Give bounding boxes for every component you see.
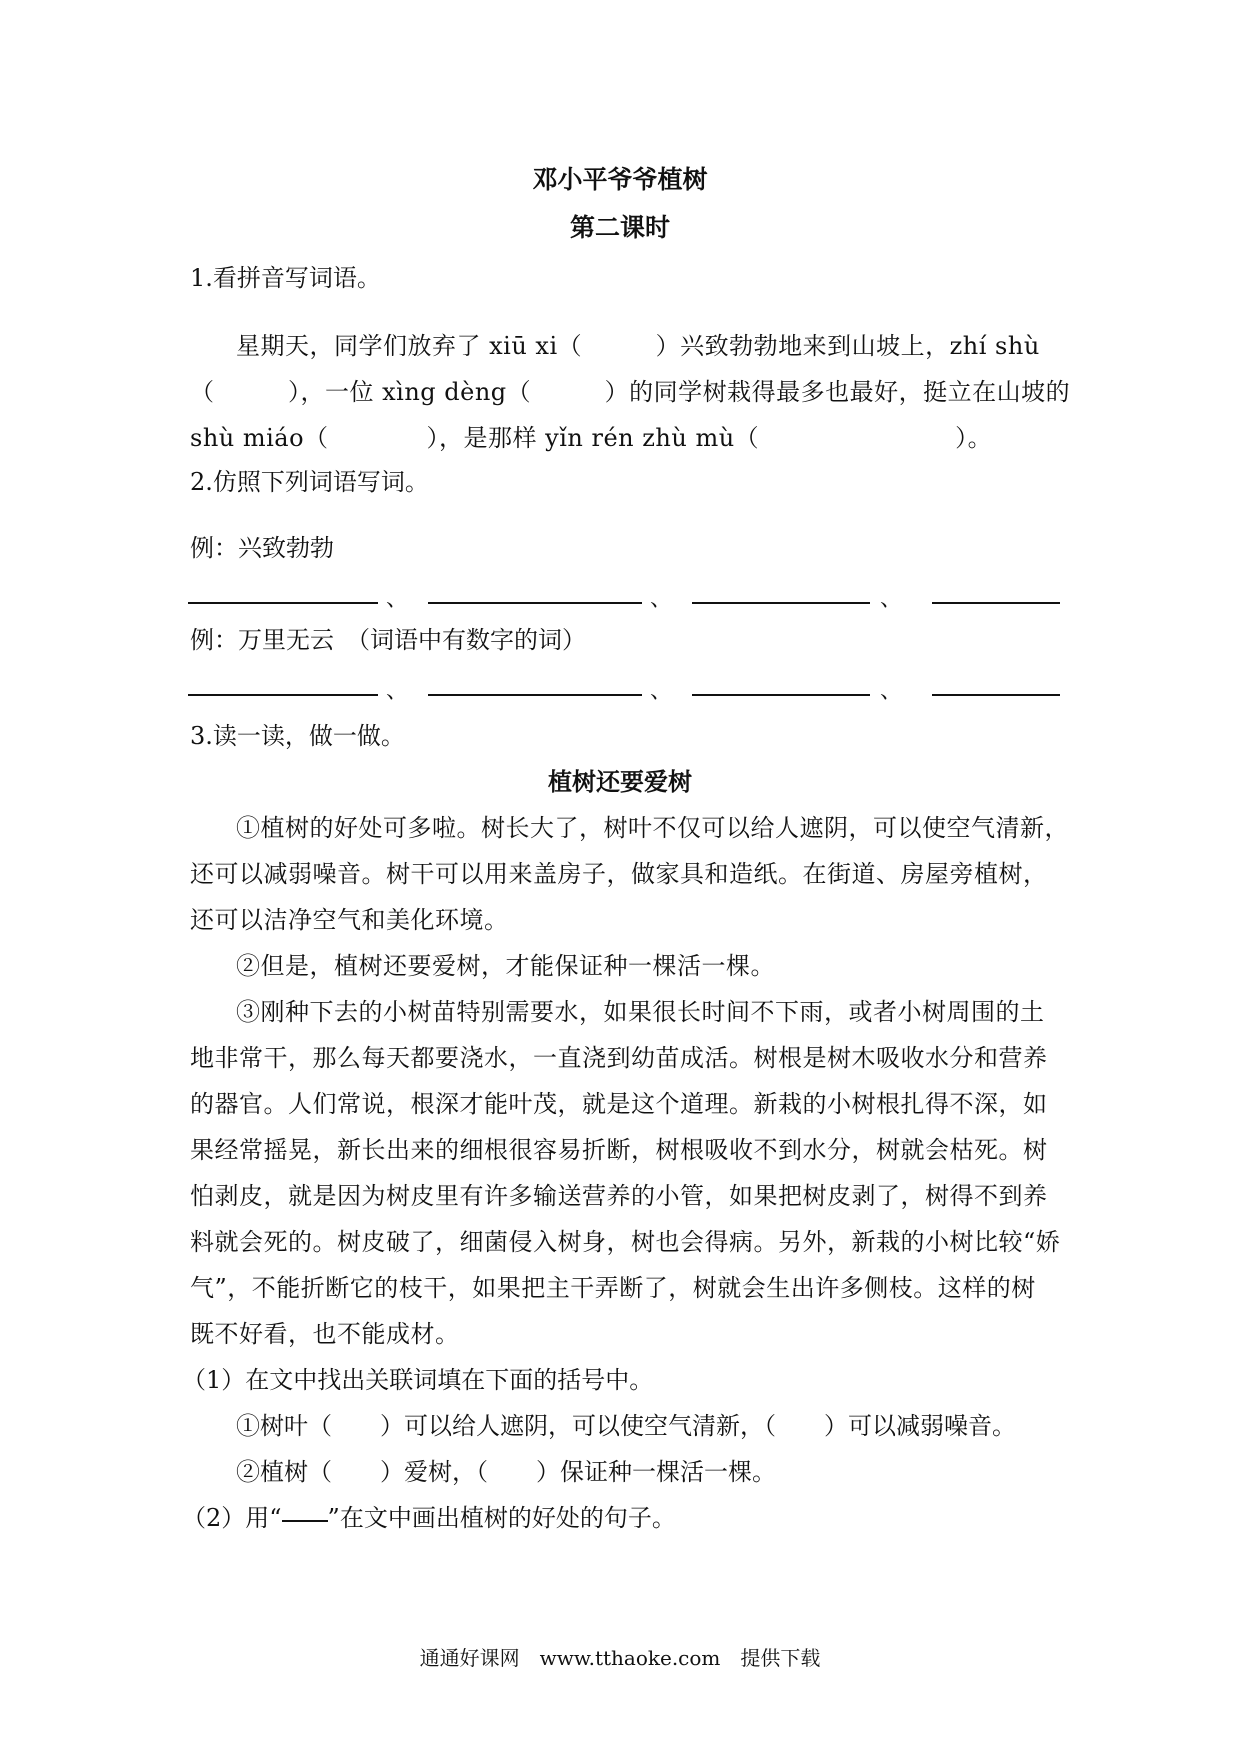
separator-mark: 、 bbox=[880, 587, 903, 612]
answer-blank[interactable] bbox=[428, 602, 642, 604]
passage-line: 料就会死的。树皮破了，细菌侵入树身，树也会得病。另外，新栽的小树比较“娇 bbox=[190, 1228, 1061, 1256]
answer-blank[interactable] bbox=[188, 602, 378, 604]
passage-line: 既不好看，也不能成材。 bbox=[190, 1320, 460, 1348]
answer-blank[interactable] bbox=[932, 602, 1060, 604]
sub-question-2-prefix: （2）用“ bbox=[182, 1504, 282, 1532]
separator-mark: 、 bbox=[386, 587, 409, 612]
sub-question-1-heading: （1）在文中找出关联词填在下面的括号中。 bbox=[182, 1366, 654, 1394]
answer-blank[interactable] bbox=[188, 694, 378, 696]
q1-line-1: 星期天，同学们放弃了 xiū xi（ ）兴致勃勃地来到山坡上，zhí shù bbox=[236, 332, 1040, 360]
q2-example-2: 例：万里无云 （词语中有数字的词） bbox=[190, 626, 586, 654]
separator-mark: 、 bbox=[650, 679, 673, 704]
passage-line: 还可以减弱噪音。树干可以用来盖房子，做家具和造纸。在街道、房屋旁植树， bbox=[190, 860, 1048, 888]
question-3-heading: 3.读一读，做一做。 bbox=[190, 722, 405, 750]
answer-blank[interactable] bbox=[932, 694, 1060, 696]
page-title: 邓小平爷爷植树 bbox=[532, 165, 708, 194]
underline-sample bbox=[282, 1502, 328, 1522]
passage-title: 植树还要爱树 bbox=[548, 767, 692, 796]
passage-line: 果经常摇晃，新长出来的细根很容易折断，树根吸收不到水分，树就会枯死。树 bbox=[190, 1136, 1048, 1164]
passage-line: 地非常干，那么每天都要浇水，一直浇到幼苗成活。树根是树木吸收水分和营养 bbox=[190, 1044, 1048, 1072]
passage-line: ②但是，植树还要爱树，才能保证种一棵活一棵。 bbox=[236, 952, 775, 980]
q1-line-2: （ ），一位 xìng dèng（ ）的同学树栽得最多也最好，挺立在山坡的 bbox=[190, 378, 1071, 406]
passage-line: 怕剥皮，就是因为树皮里有许多输送营养的小管，如果把树皮剥了，树得不到养 bbox=[190, 1182, 1048, 1210]
answer-blank[interactable] bbox=[692, 694, 870, 696]
question-2-heading: 2.仿照下列词语写词。 bbox=[190, 468, 429, 496]
q2-example-1: 例：兴致勃勃 bbox=[190, 534, 334, 562]
separator-mark: 、 bbox=[386, 679, 409, 704]
separator-mark: 、 bbox=[880, 679, 903, 704]
passage-line: 还可以洁净空气和美化环境。 bbox=[190, 906, 509, 934]
answer-blank[interactable] bbox=[692, 602, 870, 604]
question-1-heading: 1.看拼音写词语。 bbox=[190, 264, 381, 292]
sub-question-2-suffix: ”在文中画出植树的好处的句子。 bbox=[327, 1504, 676, 1532]
answer-blank[interactable] bbox=[428, 694, 642, 696]
sub-question-1-item-2: ②植树（ ）爱树，（ ）保证种一棵活一棵。 bbox=[236, 1458, 776, 1486]
footer-credit: 通通好课网 www.tthaoke.com 提供下载 bbox=[419, 1646, 821, 1670]
sub-question-1-item-1: ①树叶（ ）可以给人遮阴，可以使空气清新，（ ）可以减弱噪音。 bbox=[236, 1412, 1016, 1440]
q1-line-3: shù miáo（ ），是那样 yǐn rén zhù mù（ ）。 bbox=[190, 424, 993, 452]
passage-line: 气”，不能折断它的枝干，如果把主干弄断了，树就会生出许多侧枝。这样的树 bbox=[190, 1274, 1036, 1302]
passage-line: ①植树的好处可多啦。树长大了，树叶不仅可以给人遮阴，可以使空气清新， bbox=[236, 814, 1069, 842]
passage-line: 的器官。人们常说，根深才能叶茂，就是这个道理。新栽的小树根扎得不深，如 bbox=[190, 1090, 1048, 1118]
page-subtitle: 第二课时 bbox=[569, 213, 670, 242]
passage-line: ③刚种下去的小树苗特别需要水，如果很长时间不下雨，或者小树周围的土 bbox=[236, 998, 1045, 1026]
separator-mark: 、 bbox=[650, 587, 673, 612]
sub-question-2 bbox=[182, 1498, 676, 1533]
